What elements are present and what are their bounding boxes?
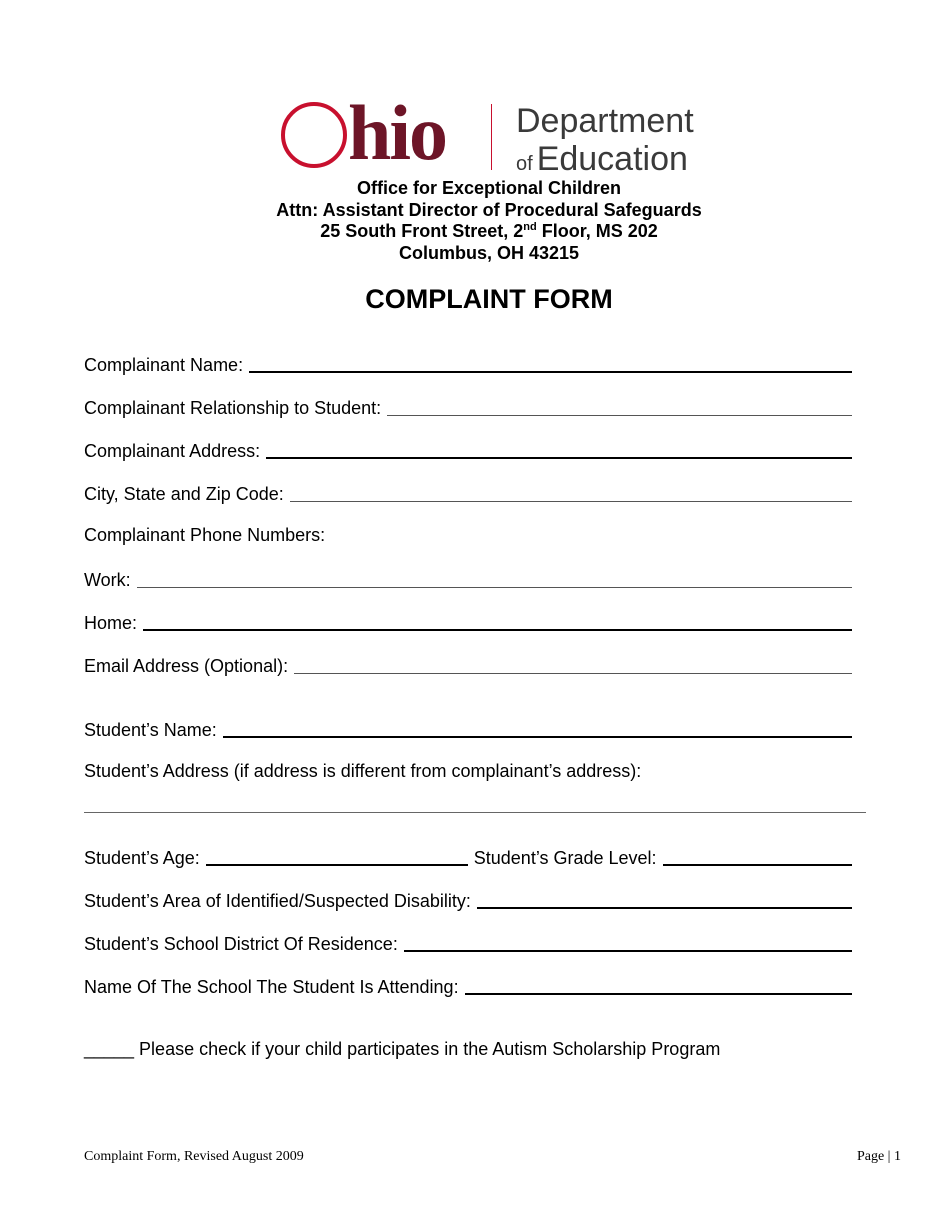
logo-education-line [516,142,688,176]
school-field[interactable] [465,993,852,995]
address-field[interactable] [266,457,852,459]
form-title: COMPLAINT FORM [365,284,613,314]
school-row [84,974,852,998]
home-phone-label: Home: [84,613,138,633]
autism-scholarship-check[interactable]: _____ Please check if your child participates in the Autism Scholarship Program [84,1039,721,1059]
city-state-zip-field[interactable] [290,501,852,502]
address-label: Complainant Address: [84,441,261,461]
relationship-label: Complainant Relationship to Student: [84,398,382,418]
street-pre: 25 South Front Street, 2 [320,221,524,241]
logo-of: of [516,153,533,175]
student-name-field[interactable] [223,736,852,738]
work-phone-row [84,567,852,591]
street-sup: nd [523,221,537,233]
school-label: Name Of The School The Student Is Attending: [84,977,459,997]
work-phone-label: Work: [84,570,131,590]
ohio-o-ring-icon [279,100,351,172]
office-address-block [0,178,950,264]
grade-level-label: Student’s Grade Level: [473,848,657,868]
student-name-label: Student’s Name: [84,720,217,740]
work-phone-field[interactable] [137,587,852,588]
address-row [84,438,852,462]
logo-education: Education [536,140,688,178]
footer-page-number: Page | 1 [856,1149,901,1164]
office-attn: Attn: Assistant Director of Procedural Safeguards [276,199,702,220]
age-grade-row [84,845,852,869]
student-age-field[interactable] [206,864,468,866]
office-street [0,221,950,243]
complainant-name-label: Complainant Name: [84,355,244,375]
student-address-field[interactable] [84,812,866,813]
district-field[interactable] [404,950,852,952]
relationship-row [84,395,852,419]
grade-level-field[interactable] [663,864,852,866]
student-name-row [84,717,852,741]
disability-row [84,888,852,912]
complainant-name-field[interactable] [249,371,852,373]
street-post: Floor, MS 202 [536,221,658,241]
office-city: Columbus, OH 43215 [398,242,580,263]
email-label: Email Address (Optional): [84,656,289,676]
ohio-education-logo [279,89,709,178]
home-phone-row [84,610,852,634]
phone-numbers-label: Complainant Phone Numbers: [84,525,326,545]
disability-field[interactable] [477,907,852,909]
relationship-field[interactable] [387,415,852,416]
city-state-zip-label: City, State and Zip Code: [84,484,284,504]
student-address-label: Student’s Address (if address is different from complainant’s address): [84,761,642,781]
city-state-zip-row [84,481,852,505]
footer-revision: Complaint Form, Revised August 2009 [84,1149,304,1164]
student-age-label: Student’s Age: [84,848,200,868]
office-name: Office for Exceptional Children [356,178,622,198]
email-field[interactable] [294,673,852,674]
district-label: Student’s School District Of Residence: [84,934,398,954]
complainant-name-row [84,352,852,376]
logo-separator [491,104,492,170]
home-phone-field[interactable] [143,629,852,631]
disability-label: Student’s Area of Identified/Suspected Disability: [84,891,471,911]
logo-ohio-word: hio [348,89,447,176]
email-row [84,653,852,677]
district-row [84,931,852,955]
logo-department: Department [516,102,694,140]
